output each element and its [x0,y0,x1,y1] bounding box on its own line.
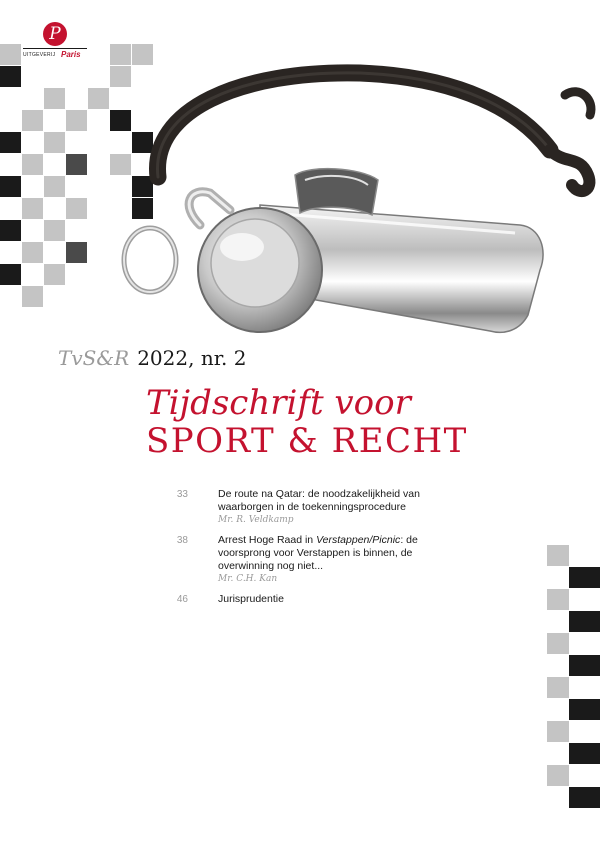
checker-square [569,611,600,632]
checker-square [569,567,600,588]
checker-square [569,787,600,808]
issue-number: 2022, nr. 2 [137,346,247,370]
checker-square [66,242,87,263]
toc-title-line: overwinning nog niet... [218,560,324,572]
checker-square [44,264,65,285]
journal-title-line2: SPORT & RECHT [146,421,468,461]
checker-square [66,154,87,175]
publisher-name: Paris [61,50,81,59]
checker-square [44,176,65,197]
toc-entry [176,534,456,585]
publisher-logo [23,22,89,72]
issue-line [58,346,247,370]
checker-square [0,220,21,241]
toc-page-number: 33 [176,489,188,500]
publisher-logo-mark: P [43,22,67,46]
checker-square [547,589,569,610]
checker-square [44,220,65,241]
checker-square [569,699,600,720]
toc-author: Mr. C.H. Kan [218,574,278,584]
checker-square [0,132,21,153]
toc-page-number: 46 [176,594,188,605]
toc-entry [176,488,456,526]
toc-author: Mr. R. Veldkamp [218,515,294,525]
checker-square [88,88,109,109]
checker-square [547,545,569,566]
toc-page-number: 38 [176,535,188,546]
checker-square [22,110,43,131]
journal-abbreviation: TvS&R [58,346,130,370]
toc-title-line [218,534,456,547]
checker-square [547,721,569,742]
toc-title-line: Jurisprudentie [218,593,284,605]
checker-square [0,66,21,87]
publisher-imprint-label: UITGEVERIJ [23,52,56,58]
journal-title [146,383,468,461]
table-of-contents [176,488,456,614]
checker-square [569,655,600,676]
checker-square [547,677,569,698]
checker-square [66,198,87,219]
checker-square [44,88,65,109]
checker-square [547,765,569,786]
toc-title-italic: Verstappen/Picnic [316,534,401,546]
checker-square [0,176,21,197]
checker-square [22,242,43,263]
toc-entry [176,593,456,606]
checker-square [569,743,600,764]
checker-square [66,110,87,131]
publisher-logo-rule [23,48,87,49]
checker-square [547,633,569,654]
toc-title-line: De route na Qatar: de noodzakelijkheid van [218,488,420,500]
toc-title-suffix: : de [400,534,418,546]
checker-square [22,198,43,219]
toc-title-prefix: Arrest Hoge Raad in [218,534,317,546]
journal-title-line1: Tijdschrift voor [146,383,411,423]
toc-title-line: waarborgen in de toekenningsprocedure [218,501,406,513]
checker-square [44,132,65,153]
whistle-icon [110,55,600,355]
checker-square [22,286,43,307]
checker-square [0,264,21,285]
checker-square [22,154,43,175]
checker-square [0,44,21,65]
toc-title-line: voorsprong voor Verstappen is binnen, de [218,547,413,559]
